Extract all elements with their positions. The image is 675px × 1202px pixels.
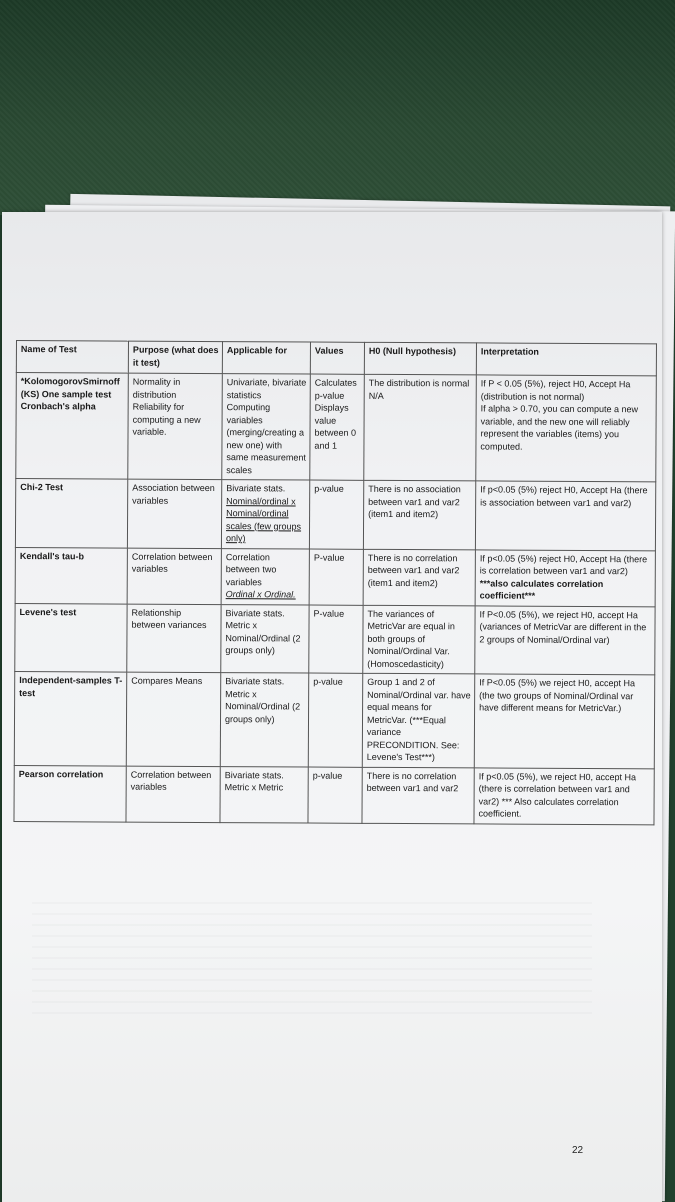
header-interpretation: Interpretation <box>476 343 656 376</box>
purpose-text: Compares Means <box>126 672 220 766</box>
applicable-text: Correlation between two variables <box>225 551 277 587</box>
values-text: P-value <box>309 605 363 674</box>
interpretation-text: If p<0.05 (5%) reject H0, Accept Ha (there is correlation between var1 and var2) <box>479 552 648 577</box>
purpose-text: Correlation between variables <box>127 548 221 604</box>
table-row <box>15 603 655 675</box>
interpretation-text: If P < 0.05 (5%), reject H0, Accept Ha (distribution is not normal) <box>480 378 631 402</box>
h0-text: The variances of MetricVar are equal in both groups of Nominal/Ordinal Var. (Homoscedasticity) <box>363 605 475 674</box>
values-text: Calculates p-value <box>314 377 357 401</box>
purpose-text: Correlation between variables <box>126 766 220 822</box>
cell-h0 <box>364 374 477 481</box>
statistics-tests-table-wrapper <box>13 340 656 825</box>
interpretation-text: If P<0.05 (5%), we reject H0, accept Ha (variances of MetricVar are different in the 2 groups of Nominal/Ordinal var) <box>475 605 655 674</box>
h0-text: There is no correlation between var1 and var2 <box>362 767 474 824</box>
cell-interpretation <box>476 375 657 482</box>
test-name: Cronbach's alpha <box>20 401 96 412</box>
applicable-text: Bivariate stats. <box>226 483 286 494</box>
interpretation-text: If alpha > 0.70, you can compute a new variable, and the new one will reliably represent the variables (items) you computed. <box>480 403 639 452</box>
test-name: *KolomogorovSmirnoff (KS) One sample test <box>20 376 120 399</box>
h0-text: Group 1 and 2 of Nominal/Ordinal var. have equal means for MetricVar. (***Equal variance PRECONDITION. See: Levene's Test***) <box>362 673 474 767</box>
table-header-row <box>16 341 656 376</box>
values-text: p-value <box>308 673 362 767</box>
interpretation-text: If p<0.05 (5%), we reject H0, accept Ha (there is correlation between var1 and var2) *** Also calculates correlation coefficient. <box>474 767 654 824</box>
values-text: p-value <box>309 480 363 549</box>
statistics-tests-table <box>13 340 657 825</box>
interpretation-note: ***also calculates correlation coefficient*** <box>479 577 604 601</box>
header-applicable-for: Applicable for <box>222 342 310 374</box>
table-row <box>15 547 655 606</box>
table-row <box>14 765 654 824</box>
values-text: p-value <box>308 767 362 823</box>
header-values: Values <box>310 342 364 374</box>
applicable-text: Computing variables (merging/creating a new one) with same measurement scales <box>226 402 306 475</box>
header-purpose: Purpose (what does it test) <box>128 341 222 373</box>
applicable-scales-text: Ordinal x Ordinal. <box>225 589 296 600</box>
table-surface-background <box>0 0 675 215</box>
h0-text: N/A <box>368 390 384 401</box>
applicable-scales-text: Nominal/ordinal x Nominal/ordinal scales (few groups only) <box>225 495 302 544</box>
table-row <box>14 671 654 768</box>
cell-interpretation <box>475 549 655 606</box>
h0-text: There is no correlation between var1 and var2 (item1 and item2) <box>363 549 475 606</box>
page-number: 22 <box>572 1145 584 1156</box>
table-row <box>15 479 655 551</box>
purpose-text: Association between variables <box>127 479 221 548</box>
test-name: Chi-2 Test <box>15 479 127 548</box>
bleed-through-text-background <box>32 902 592 1022</box>
purpose-text: Reliability for computing a new variable. <box>132 401 201 437</box>
interpretation-text: If P<0.05 (5%) we reject H0, accept Ha (the two groups of Nominal/Ordinal var have different means for MetricVar.) <box>474 674 654 768</box>
purpose-text: Relationship between variances <box>127 604 221 673</box>
h0-text: There is no association between var1 and var2 (item1 and item2) <box>363 480 475 549</box>
cell-applicable <box>222 374 311 480</box>
cell-name <box>16 373 129 480</box>
header-null-hypothesis: H0 (Null hypothesis) <box>364 342 476 375</box>
interpretation-text: If p<0.05 (5%) reject H0, Accept Ha (there is association between var1 and var2) <box>475 481 655 550</box>
test-name: Pearson correlation <box>14 765 126 822</box>
test-name: Kendall's tau-b <box>15 547 127 604</box>
header-name-of-test: Name of Test <box>16 341 128 374</box>
purpose-text: Normality in distribution <box>132 376 181 400</box>
test-name: Levene's test <box>15 603 127 672</box>
values-text: P-value <box>309 549 363 605</box>
applicable-text: Bivariate stats. Metric x Nominal/Ordinal (2 groups only) <box>220 673 308 767</box>
applicable-text: Bivariate stats. Metric x Nominal/Ordinal (2 groups only) <box>221 604 309 673</box>
table-row <box>16 373 657 482</box>
cell-applicable <box>221 548 309 604</box>
cell-purpose <box>128 373 223 479</box>
document-page <box>2 212 662 1202</box>
values-text: Displays value between 0 and 1 <box>314 402 357 451</box>
cell-applicable <box>221 480 309 549</box>
cell-values <box>310 374 365 480</box>
test-name: Independent-samples T-test <box>14 671 126 765</box>
h0-text: The distribution is normal <box>368 377 470 389</box>
applicable-text: Univariate, bivariate statistics <box>226 377 307 400</box>
applicable-text: Bivariate stats. Metric x Metric <box>220 766 308 822</box>
